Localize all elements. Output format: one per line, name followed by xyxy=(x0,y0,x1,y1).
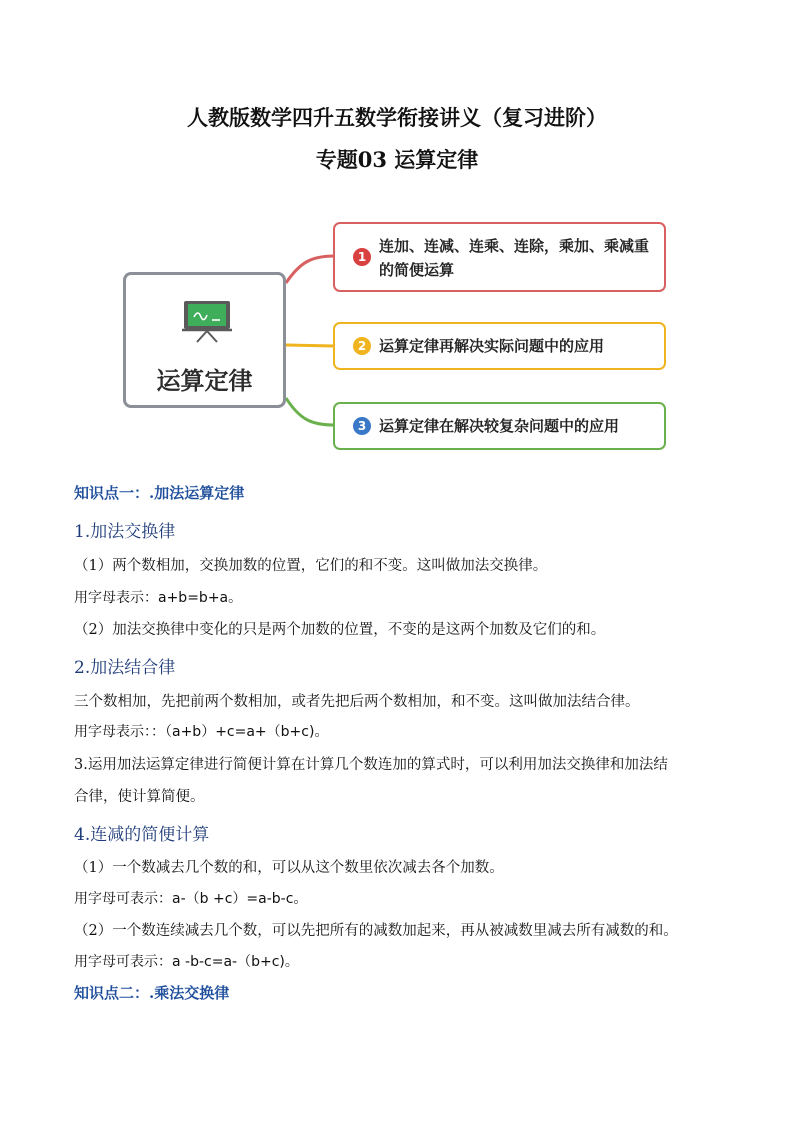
paragraph: （1）两个数相加，交换加数的位置，它们的和不变。这叫做加法交换律。 xyxy=(74,558,548,574)
chalkboard-icon xyxy=(182,299,232,343)
formula-line: 用字母表示：：（a+b）+c=a+（b+c)。 xyxy=(74,724,329,740)
knowledge-point-heading: 知识点一：.加法运算定律 xyxy=(74,484,245,502)
formula-line: 用字母可表示：a -b-c=a-（b+c)。 xyxy=(74,954,299,970)
document-subtitle: 专题03 运算定律 xyxy=(315,147,479,172)
document-title: 人教版数学四升五数学衔接讲义（复习进阶） xyxy=(187,105,607,130)
connector-2 xyxy=(286,345,334,346)
mindmap-center-label: 运算定律 xyxy=(156,367,253,395)
mindmap-branch-3 xyxy=(333,402,666,450)
branch-text: 连加、连减、连乘、连除，乘加、乘减重的简便运算 xyxy=(379,237,650,279)
branch-text: 运算定律再解决实际问题中的应用 xyxy=(379,337,605,355)
mindmap-center-node xyxy=(123,272,286,408)
paragraph: （1）一个数减去几个数的和，可以从这个数里依次减去各个加数。 xyxy=(74,860,504,876)
formula-line: 用字母可表示：a-（b +c）=a-b-c。 xyxy=(74,891,308,907)
section-heading: 4.连减的简便计算 xyxy=(74,825,210,845)
formula-line: 用字母表示：a+b=b+a。 xyxy=(74,590,243,606)
knowledge-point-heading: 知识点二：.乘法交换律 xyxy=(74,984,230,1002)
paragraph: （2）加法交换律中变化的只是两个加数的位置，不变的是这两个加数及它们的和。 xyxy=(74,622,606,638)
branch-text: 运算定律在解决较复杂问题中的应用 xyxy=(379,417,620,435)
paragraph: 三个数相加，先把前两个数相加，或者先把后两个数相加，和不变。这叫做加法结合律。 xyxy=(74,694,640,710)
branch-number-badge: 3 xyxy=(353,417,371,435)
paragraph: 3.运用加法运算定律进行简便计算在计算几个数连加的算式时，可以利用加法交换律和加法结 xyxy=(74,757,668,773)
paragraph: （2）一个数连续减去几个数，可以先把所有的减数加起来，再从被减数里减去所有减数的和。 xyxy=(74,923,678,939)
branch-number-badge: 2 xyxy=(353,337,371,355)
mindmap-branch-1 xyxy=(333,222,666,292)
connector-3 xyxy=(286,398,334,425)
section-heading: 2.加法结合律 xyxy=(74,658,176,678)
mindmap-branch-2 xyxy=(333,322,666,370)
section-heading: 1.加法交换律 xyxy=(74,522,176,542)
connector-1 xyxy=(286,256,334,283)
branch-number-badge: 1 xyxy=(353,248,371,266)
paragraph: 合律，使计算简便。 xyxy=(74,789,205,805)
